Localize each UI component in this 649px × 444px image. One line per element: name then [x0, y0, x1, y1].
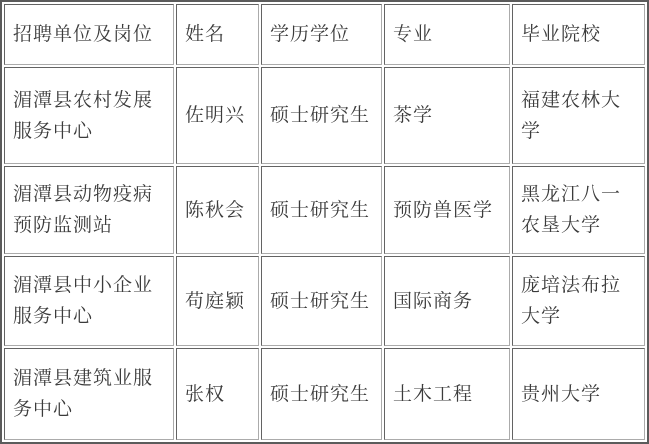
- cell-major: 茶学: [384, 67, 510, 164]
- header-cell-unit: 招聘单位及岗位: [4, 4, 174, 65]
- cell-unit: 湄潭县中小企业服务中心: [4, 256, 174, 346]
- header-cell-major: 专业: [384, 4, 510, 65]
- cell-degree: 硕士研究生: [261, 348, 382, 440]
- cell-degree: 硕士研究生: [261, 256, 382, 346]
- cell-school: 黑龙江八一农垦大学: [512, 166, 645, 254]
- cell-unit: 湄潭县建筑业服务中心: [4, 348, 174, 440]
- cell-name: 张权: [176, 348, 259, 440]
- cell-name: 陈秋会: [176, 166, 259, 254]
- table-row: [4, 166, 645, 254]
- cell-school: 福建农林大学: [512, 67, 645, 164]
- cell-major: 国际商务: [384, 256, 510, 346]
- cell-degree: 硕士研究生: [261, 67, 382, 164]
- cell-school: 庞培法布拉大学: [512, 256, 645, 346]
- cell-major: 预防兽医学: [384, 166, 510, 254]
- cell-name: 苟庭颖: [176, 256, 259, 346]
- header-cell-school: 毕业院校: [512, 4, 645, 65]
- cell-major: 土木工程: [384, 348, 510, 440]
- table-header-row: [4, 4, 645, 65]
- table-row: [4, 348, 645, 440]
- cell-school: 贵州大学: [512, 348, 645, 440]
- cell-unit: 湄潭县农村发展服务中心: [4, 67, 174, 164]
- cell-degree: 硕士研究生: [261, 166, 382, 254]
- cell-unit: 湄潭县动物疫病预防监测站: [4, 166, 174, 254]
- header-cell-degree: 学历学位: [261, 4, 382, 65]
- header-cell-name: 姓名: [176, 4, 259, 65]
- table-row: [4, 67, 645, 164]
- table-row: [4, 256, 645, 346]
- cell-name: 佐明兴: [176, 67, 259, 164]
